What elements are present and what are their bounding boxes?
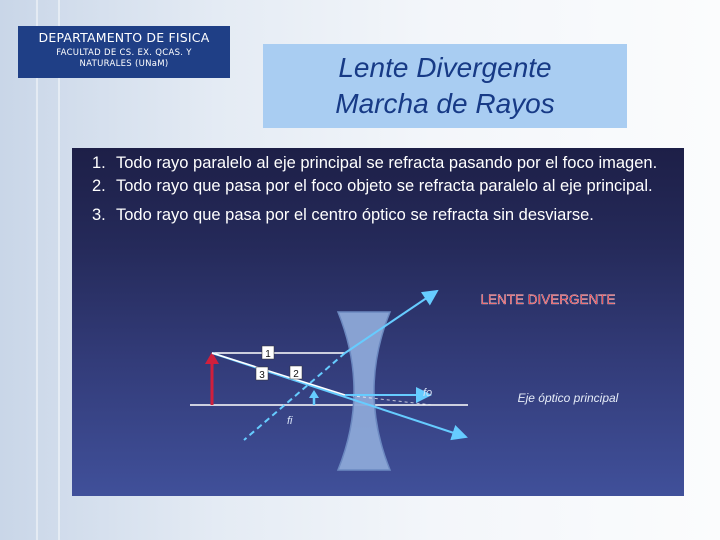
ray-label-3: 3 xyxy=(259,370,265,381)
focus-image-label: fi xyxy=(287,415,293,427)
faculty-line-2: NATURALES (UNaM) xyxy=(79,59,169,69)
ray-2-incident xyxy=(212,353,345,395)
diverging-lens xyxy=(338,312,390,470)
ray-label-2: 2 xyxy=(293,369,299,380)
rule-text: Todo rayo paralelo al eje principal se refracta pasando por el foco imagen. xyxy=(116,154,658,172)
rule-text: Todo rayo que pasa por el foco objeto se refracta paralelo al eje principal. xyxy=(116,177,653,195)
rule-number: 3. xyxy=(92,206,106,224)
focus-object-label: fo xyxy=(423,387,433,399)
ray-label-1: 1 xyxy=(265,349,271,360)
department-title: DEPARTAMENTO DE FISICA xyxy=(38,30,210,45)
title-line-2: Marcha de Rayos xyxy=(335,88,555,119)
rule-number: 2. xyxy=(92,177,106,195)
image-arrow-head xyxy=(309,390,319,398)
title-line-1: Lente Divergente xyxy=(338,52,552,83)
lens-label: LENTE DIVERGENTE xyxy=(480,292,616,307)
rule-text: Todo rayo que pasa por el centro óptico se refracta sin desviarse. xyxy=(116,206,594,224)
rule-number: 1. xyxy=(92,154,106,172)
faculty-line-1: FACULTAD DE CS. EX. QCAS. Y xyxy=(56,48,192,58)
axis-label: Eje óptico principal xyxy=(517,391,619,405)
